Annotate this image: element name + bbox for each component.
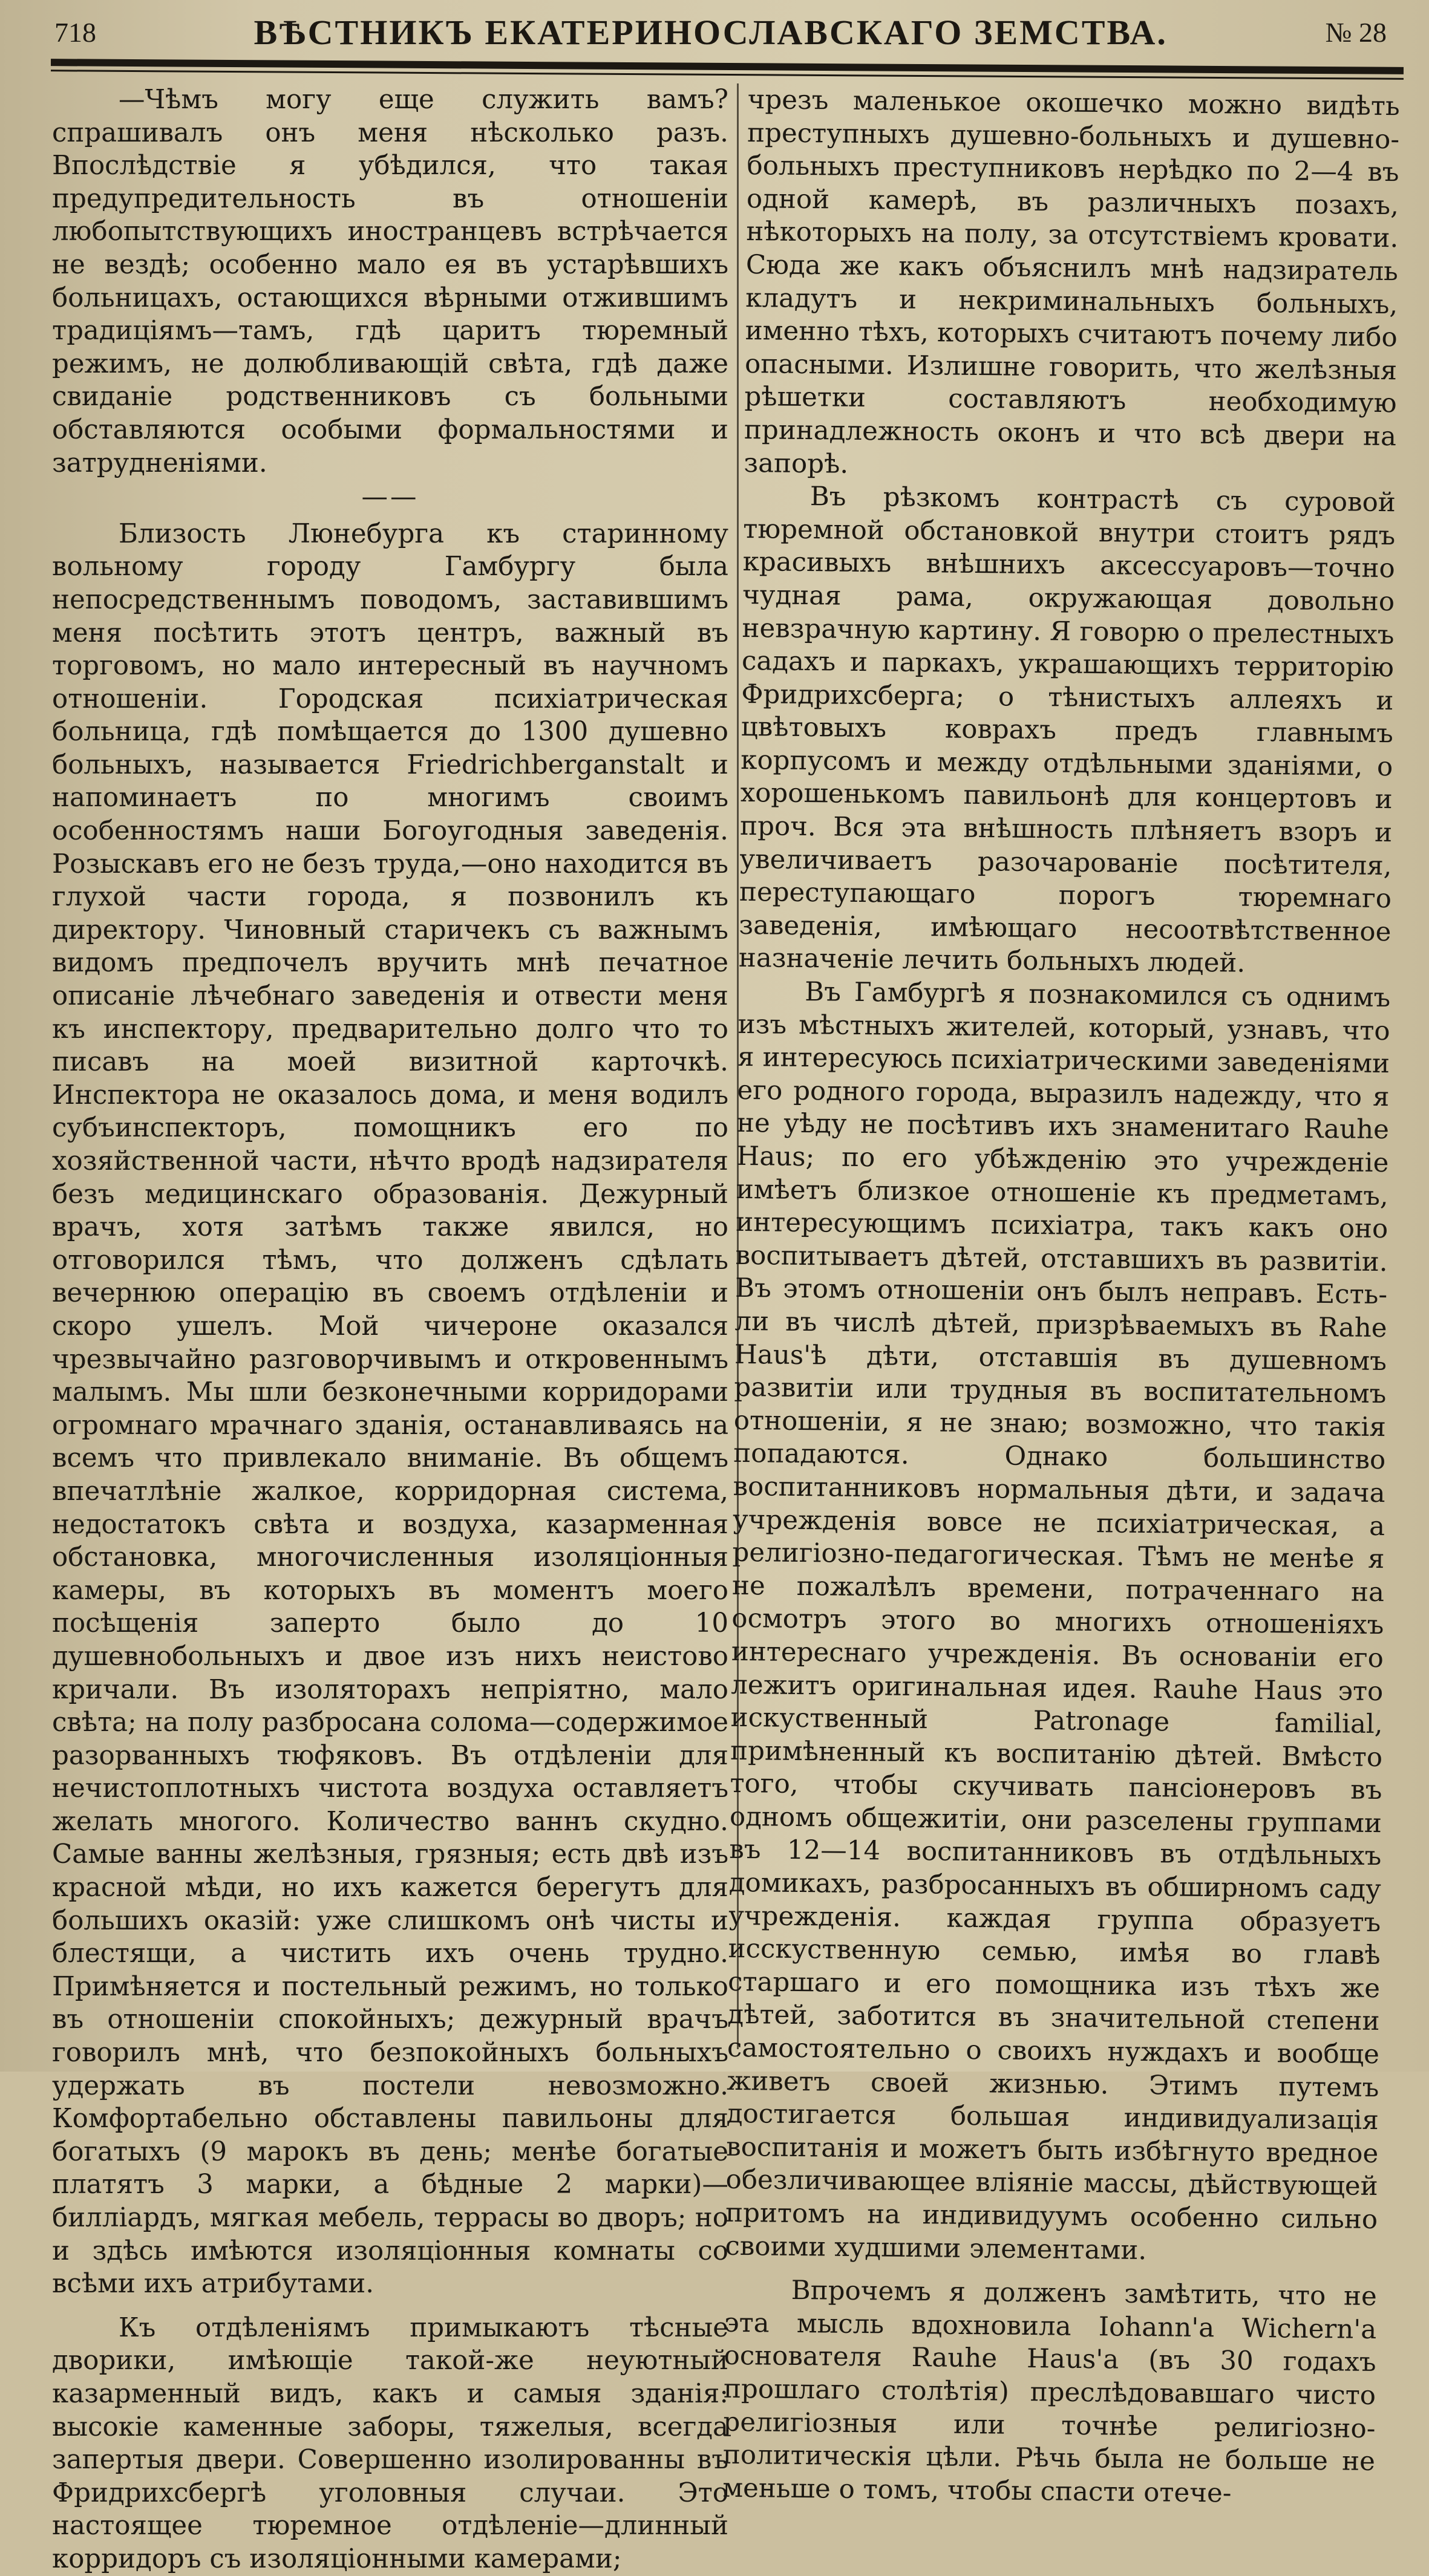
page-number: 718 [54, 16, 96, 48]
section-separator: —— [361, 482, 419, 513]
journal-title: ВѢСТНИКЪ ЕКАТЕРИНОСЛАВСКАГО ЗЕМСТВА. [253, 12, 1168, 52]
page-header [54, 5, 1387, 59]
issue-number: № 28 [1325, 16, 1387, 48]
left-paragraph-2: Близость Люнебурга къ старинному вольному городу Гамбургу была непосредственнымъ поводомъ, заставившимъ меня посѣтить этотъ центръ, важный въ торговомъ, но мало интересный въ научномъ отношеніи. Городская психіатрическая больница, гдѣ помѣщается до 1300 душевно больныхъ, называется Friedrichberganstalt и напоминаетъ по многимъ своимъ особенностямъ наши Богоугодныя заведенія. Розыскавъ его не безъ труда,—оно находится въ глухой части города, я позвонилъ къ директору. Чиновный старичекъ съ важнымъ видомъ предпочелъ вручить мнѣ печатное описаніе лѣчебнаго заведенія и отвести меня къ инспектору, предварительно долго что то писавъ на моей визитной карточкѣ. Инспектора не оказалось дома, и меня водилъ субъинспекторъ, помощникъ его по хозяйственной части, нѣчто вродѣ надзирателя безъ медицинскаго образованія. Дежурный врачъ, хотя затѣмъ также явился, но отговорился тѣмъ, что долженъ сдѣлать вечернюю операцію въ своемъ отдѣленіи и скоро ушелъ. Мой чичероне оказался чрезвычайно разговорчивымъ и откровеннымъ малымъ. Мы шли безконечными корридорами огромнаго мрачнаго зданія, останавливаясь на всемъ что привлекало вниманіе. Въ общемъ впечатлѣніе жалкое, корридорная система, недостатокъ свѣта и воздуха, казарменная обстановка, многочисленныя изоляціонныя камеры, въ которыхъ въ моментъ моего посѣщенія заперто было до 10 душевнобольныхъ и двое изъ нихъ неистово кричали. Въ изоляторахъ непріятно, мало свѣта; на полу разбросана солома—содержимое разорванныхъ тюфяковъ. Въ отдѣленіи для нечистоплотныхъ чистота воздуха оставляетъ желать многого. Количество ваннъ скудно. Самые ванны желѣзныя, грязныя; есть двѣ изъ красной мѣди, но ихъ кажется берегутъ для большихъ оказій: уже слишкомъ онѣ чисты и блестящи, а чистить ихъ очень трудно. Примѣняется и постельный режимъ, но только въ отношеніи спокойныхъ; дежурный врачъ говорилъ мнѣ, что безпокойныхъ больныхъ удержать въ постели невозможно. Комфортабельно обставлены павильоны для богатыхъ (9 марокъ въ день; менѣе богатые платятъ 3 марки, а бѣдные 2 марки)—билліардъ, мягкая мебель, террасы во дворъ; но и здѣсь имѣются изоляціонныя комнаты со всѣми ихъ атрибутами. [52, 518, 728, 2300]
left-paragraph-1: —Чѣмъ могу еще служить вамъ? спрашивалъ онъ меня нѣсколько разъ. Впослѣдствіе я убѣдился, что такая предупредительность въ отношеніи любопытствующихъ иностранцевъ встрѣчается не вездѣ; особенно мало ея въ устарѣвшихъ больницахъ, остающихся вѣрными отжившимъ традиціямъ—тамъ, гдѣ царитъ тюремный режимъ, не долюбливающій свѣта, гдѣ даже свиданіе родственниковъ съ больными обставляются особыми формальностями и затрудненіями. [52, 85, 728, 478]
right-paragraph-3: Въ Гамбургѣ я познакомился съ однимъ изъ мѣстныхъ жителей, который, узнавъ, что я интересуюсь психіатрическими заведеніями его родного города, выразилъ надежду, что я не уѣду не посѣтивъ ихъ знаменитаго Rauhe Haus; по его убѣжденію это учрежденіе имѣетъ близкое отношеніе къ предметамъ, интересующимъ психіатра, такъ какъ оно воспитываетъ дѣтей, отставшихъ въ развитіи. Въ этомъ отношеніи онъ былъ неправъ. Есть-ли въ числѣ дѣтей, призрѣваемыхъ въ Rahe Haus'ѣ дѣти, отставшія въ душевномъ развитіи или трудныя въ воспитательномъ отношеніи, я не знаю; возможно, что такія попадаются. Однако большинство воспитанниковъ нормальныя дѣти, и задача учрежденія вовсе не психіатрическая, а религіозно-педагогическая. Тѣмъ не менѣе я не пожалѣлъ времени, потраченнаго на осмотръ этого во многихъ отношеніяхъ интереснаго учрежденія. Въ основаніи его лежитъ оригинальная идея. Rauhe Haus это искуственный Patronage familial, примѣненный къ воспитанію дѣтей. Вмѣсто того, чтобы скучивать пансіонеровъ въ одномъ общежитіи, они разселены группами въ 12—14 воспитанниковъ въ отдѣльныхъ домикахъ, разбросанныхъ въ обширномъ саду учрежденія. каждая группа образуетъ исскуственную семью, имѣя во главѣ старшаго и его помощника изъ тѣхъ же дѣтей, заботится въ значительной степени самостоятельно о своихъ нуждахъ и вообще живетъ своей жизнью. Этимъ путемъ достигается большая индивидуализація воспитанія и можетъ быть избѣгнуто вредное обезличивающее вліяніе массы, дѣйствующей притомъ на индивидуумъ особенно сильно своими худшими элементами. [725, 977, 1391, 2266]
right-paragraph-1: чрезъ маленькое окошечко можно видѣть преступныхъ душевно-больныхъ и душевно-больныхъ преступниковъ нерѣдко по 2—4 въ одной камерѣ, въ различныхъ позахъ, нѣкоторыхъ на полу, за отсутствіемъ кровати. Сюда же какъ объяснилъ мнѣ надзиратель кладутъ и некриминальныхъ больныхъ, именно тѣхъ, которыхъ считаютъ почему либо опасными. Излишне говорить, что желѣзныя рѣшетки составляютъ необходимую принадлежность оконъ и что всѣ двери на запорѣ. [744, 84, 1400, 480]
left-column [52, 83, 728, 2574]
right-column [722, 83, 1400, 2509]
left-paragraph-3: Къ отдѣленіямъ примыкаютъ тѣсные дворики, имѣющіе такой-же неуютный казарменный видъ, какъ и самыя зданія: высокіе каменные заборы, тяжелыя, всегда запертыя двери. Совершенно изолированны въ Фридрихсбергѣ уголовныя случаи. Это настоящее тюремное отдѣленіе—длинный корридоръ съ изоляціонными камерами; [52, 2312, 728, 2574]
right-paragraph-4: Впрочемъ я долженъ замѣтить, что не эта мысль вдохновила Iohann'a Wichern'a основателя Rauhe Haus'a (въ 30 годахъ прошлаго столѣтія) преслѣдовавшаго чисто религіозныя или точнѣе религіозно-политическія цѣли. Рѣчь была не больше не меньше о томъ, чтобы спасти отече- [722, 2275, 1377, 2509]
right-paragraph-2: Въ рѣзкомъ контрастѣ съ суровой тюремной обстановкой внутри стоитъ рядъ красивыхъ внѣшнихъ аксессуаровъ—точно чудная рама, окружающая довольно невзрачную картину. Я говорю о прелестныхъ садахъ и паркахъ, украшающихъ территорію Фридрихсберга; о тѣнистыхъ аллеяхъ и цвѣтовыхъ коврахъ предъ главнымъ корпусомъ и между отдѣльными зданіями, о хорошенькомъ павильонѣ для концертовъ и проч. Вся эта внѣшность плѣняетъ взоръ и увеличиваетъ разочарованіе посѣтителя, переступающаго порогъ тюремнаго заведенія, имѣющаго несоотвѣтственное назначеніе лечить больныхъ людей. [738, 481, 1396, 979]
